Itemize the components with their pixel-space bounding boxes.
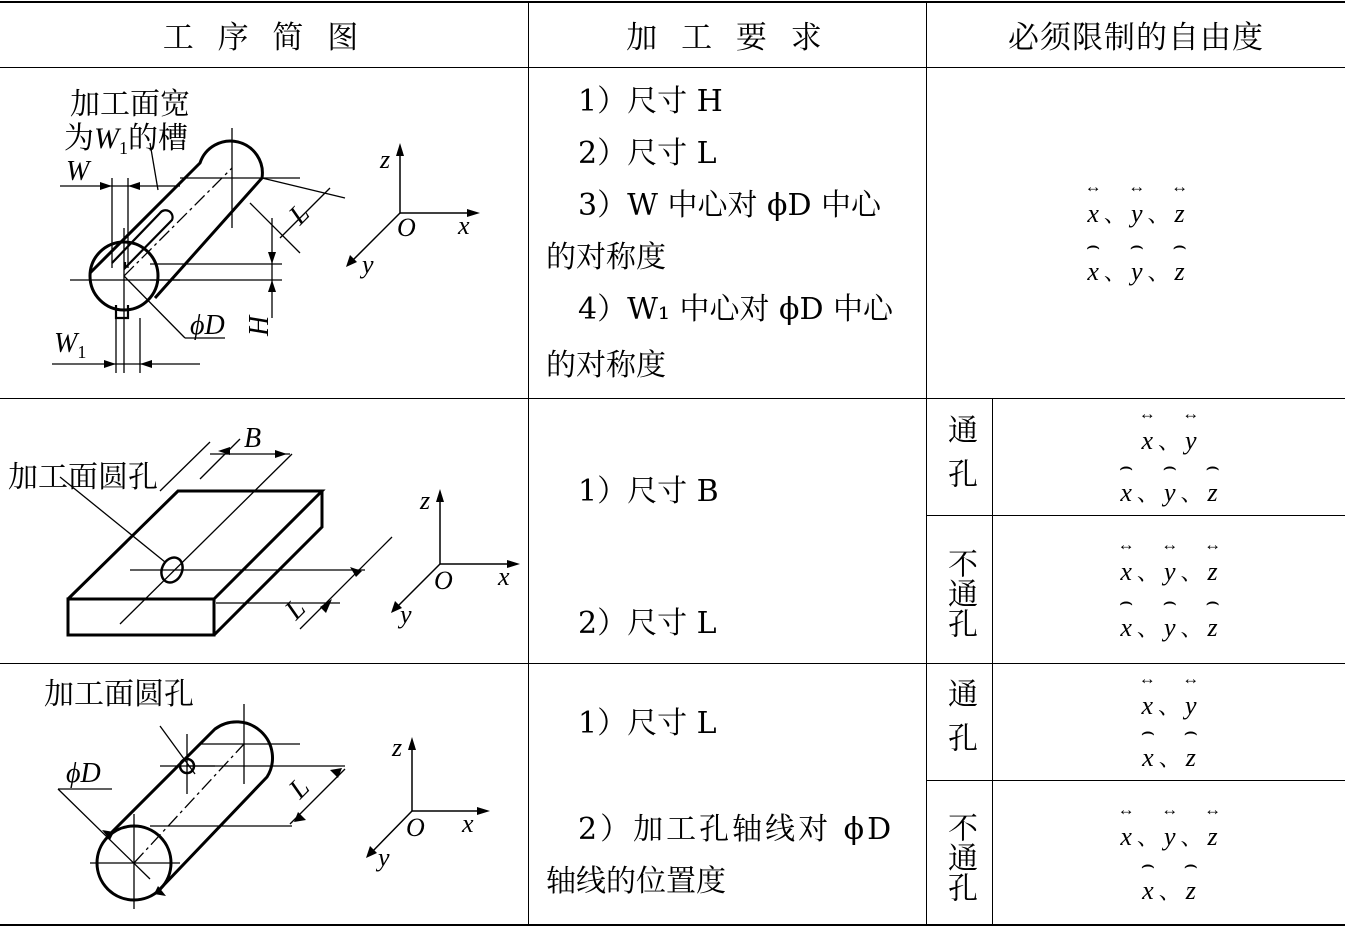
row2-callout: 加工面圆孔 xyxy=(8,460,158,495)
row3-req-1: 1）尺寸 L xyxy=(578,706,717,741)
row1-req-1: 1）尺寸 H xyxy=(578,84,723,119)
row2-axis-z-label: z xyxy=(420,486,431,515)
row3-case1-translations: ↔ x 、↔ y xyxy=(993,690,1345,721)
row1-slot-shaft-sketch xyxy=(0,68,528,398)
row2-req-2: 2）尺寸 L xyxy=(578,606,717,641)
row3-case1-rotations: ⌢ x 、⌢ z xyxy=(993,742,1345,773)
row1-dim-l-label: L xyxy=(283,198,316,231)
row2-case1-rotations: ⌢ x 、⌢ y 、⌢ z xyxy=(993,477,1345,508)
row1-dim-phid-label: ϕD xyxy=(190,310,225,341)
row2-plate-hole-sketch xyxy=(0,399,528,663)
row2-case2-translations: ↔ x 、↔ y 、↔ z xyxy=(993,556,1345,587)
row1-dof-cell xyxy=(927,68,1345,398)
row1-callout-line2: 为$W_1$的槽 xyxy=(64,121,188,158)
row1-req-4-cont: 的对称度 xyxy=(546,348,666,383)
row1-dof-translations: ↔ x 、↔ y 、↔ z xyxy=(927,198,1345,229)
row2-case1-label: 通孔 xyxy=(942,414,977,502)
row1-axis-z-label: z xyxy=(380,145,391,174)
row3-axis-x-label: x xyxy=(462,809,474,838)
row2-case2-label: 不通孔 xyxy=(942,548,977,638)
row3-callout: 加工面圆孔 xyxy=(44,677,194,712)
row1-req-2: 2）尺寸 L xyxy=(578,136,717,171)
row2-req-1: 1）尺寸 B xyxy=(578,474,719,509)
row2-case1-translations: ↔ x 、↔ y xyxy=(993,425,1345,456)
translation-z-symbol: ↔ z xyxy=(1175,199,1185,229)
rotation-x-symbol: ⌢ x xyxy=(1087,257,1099,287)
row2-dim-l-label: L xyxy=(279,593,312,626)
row3-case1-dof xyxy=(993,664,1345,780)
header-machining-requirements: 加 工 要 求 xyxy=(626,19,829,56)
row3-case1-label: 通孔 xyxy=(942,678,977,766)
row3-case2-dof xyxy=(993,781,1345,924)
row1-axis-origin-label: O xyxy=(397,213,416,242)
row3-axis-y-label: y xyxy=(378,843,390,872)
row3-dim-l-label: L xyxy=(283,772,316,805)
row3-dim-phid-label: ϕD xyxy=(66,758,101,789)
col-divider-1 xyxy=(528,2,529,925)
row1-req-3: 3）W 中心对 ϕD 中心 xyxy=(578,188,882,223)
row1-dim-w1-label: $W_1$ xyxy=(54,328,87,362)
table-bottom-border xyxy=(0,924,1345,926)
row1-dim-w-label: W xyxy=(66,156,90,187)
row3-shaft-hole-sketch xyxy=(0,664,528,924)
row2-axis-x-label: x xyxy=(498,562,510,591)
row1-callout-line1: 加工面宽 xyxy=(70,87,190,122)
row3-case2-label: 不通孔 xyxy=(942,812,977,902)
rotation-y-symbol: ⌢ y xyxy=(1131,257,1143,287)
row3-case2-translations: ↔ x 、↔ y 、↔ z xyxy=(993,821,1345,852)
row3-req-2-cont: 轴线的位置度 xyxy=(546,864,726,899)
row2-case2-dof xyxy=(993,516,1345,663)
row2-case2-rotations: ⌢ x 、⌢ y 、⌢ z xyxy=(993,612,1345,643)
row1-req-3-cont: 的对称度 xyxy=(546,240,666,275)
row1-dof-rotations: ⌢ x 、⌢ y 、⌢ z xyxy=(927,256,1345,287)
header-constrained-dof: 必须限制的自由度 xyxy=(1008,19,1264,56)
row1-axis-x-label: x xyxy=(458,211,470,240)
row2-dim-b-label: B xyxy=(244,423,262,454)
translation-x-symbol: ↔ x xyxy=(1087,199,1099,229)
rotation-z-symbol: ⌢ z xyxy=(1175,257,1185,287)
row2-axis-y-label: y xyxy=(400,600,412,629)
row2-case1-dof xyxy=(993,399,1345,515)
row3-case2-rotations: ⌢ x 、⌢ z xyxy=(993,875,1345,906)
row3-axis-origin-label: O xyxy=(406,813,425,842)
row3-req-2: 2）加工孔轴线对 ϕD xyxy=(578,812,895,847)
row1-axis-y-label: y xyxy=(362,250,374,279)
row1-dim-h-label: H xyxy=(244,315,275,336)
translation-y-symbol: ↔ y xyxy=(1131,199,1143,229)
row3-axis-z-label: z xyxy=(392,733,403,762)
row2-axis-origin-label: O xyxy=(434,566,453,595)
row1-req-4: 4）W₁ 中心对 ϕD 中心 xyxy=(578,292,894,327)
header-process-sketch: 工 序 简 图 xyxy=(162,19,366,56)
